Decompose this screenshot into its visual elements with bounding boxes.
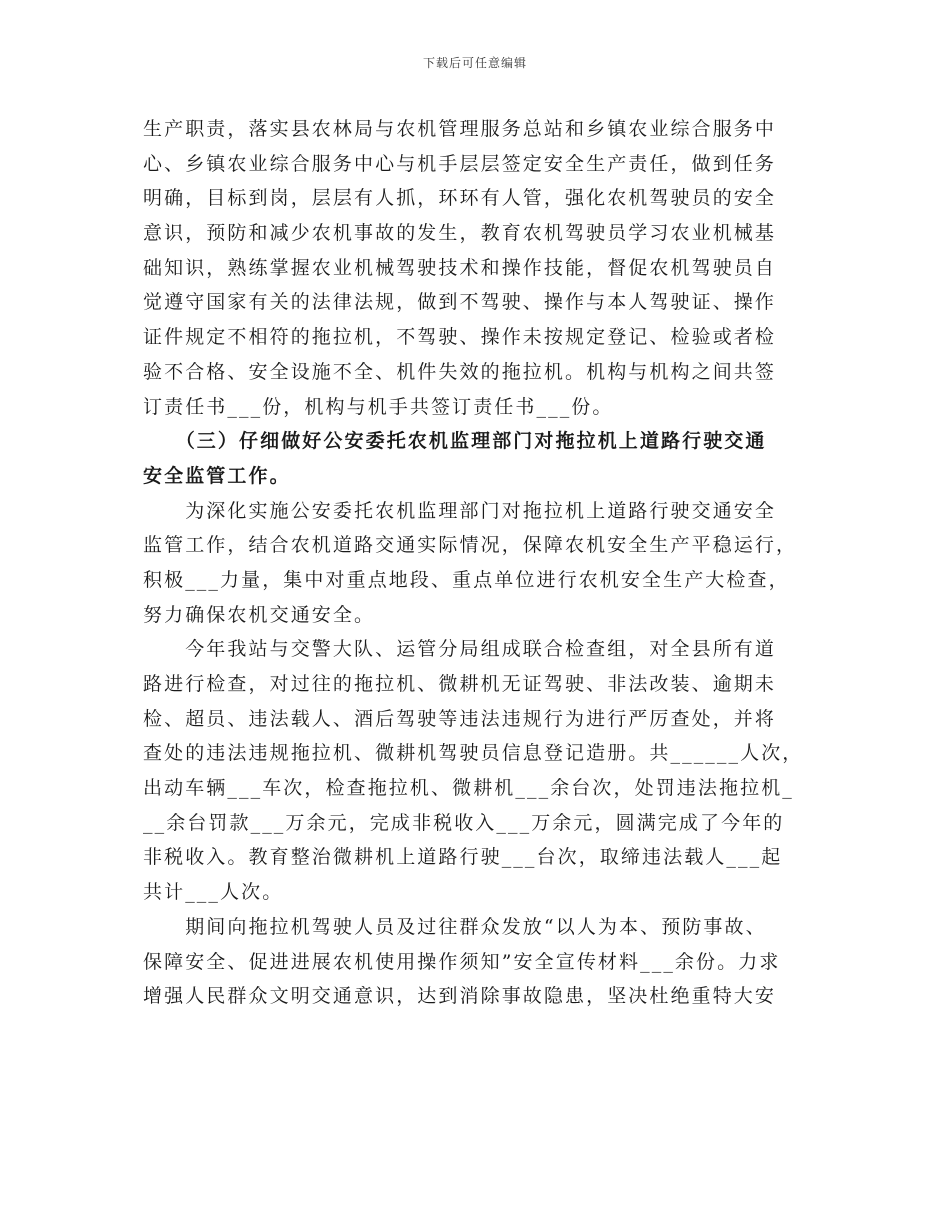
text-line: 路进行检查，对过往的拖拉机、微耕机无证驾驶、非法改装、逾期未 bbox=[143, 673, 777, 695]
text-line: 意识，预防和减少农机事故的发生，教育农机驾驶员学习农业机械基 bbox=[143, 222, 777, 245]
text-line: 检、超员、违法载人、酒后驾驶等违法违规行为进行严厉查处，并将 bbox=[143, 707, 777, 730]
text-line: 查处的违法违规拖拉机、微耕机驾驶员信息登记造册。共______人次， bbox=[143, 742, 804, 765]
text-line: 今年我站与交警大队、运管分局组成联合检查组，对全县所有道 bbox=[143, 638, 777, 661]
text-line: 监管工作，结合农机道路交通实际情况，保障农机安全生产平稳运行， bbox=[143, 534, 798, 557]
text-line: 增强人民群众文明交通意识，达到消除事故隐患，坚决杜绝重特大安 bbox=[143, 985, 777, 1008]
paragraph-inspection bbox=[143, 632, 811, 910]
heading-line: 安全监管工作。 bbox=[143, 464, 291, 487]
paragraph-responsibility bbox=[143, 112, 811, 424]
text-line: 心、乡镇农业综合服务中心与机手层层签定安全生产责任，做到任务 bbox=[143, 152, 777, 175]
text-line: 保障安全、促进进展农机使用操作须知”安全宣传材料___余份。力求 bbox=[143, 950, 781, 973]
text-line: 出动车辆___车次，检查拖拉机、微耕机___余台次，处罚违法拖拉机_ bbox=[143, 777, 794, 800]
text-line: 共计___人次。 bbox=[143, 881, 284, 904]
section-heading-3 bbox=[143, 424, 811, 493]
document-body bbox=[143, 112, 811, 1014]
text-line: 验不合格、安全设施不全、机件失效的拖拉机。机构与机构之间共签 bbox=[143, 360, 777, 383]
text-line: 期间向拖拉机驾驶人员及过往群众发放“以人为本、预防事故、 bbox=[143, 915, 767, 938]
heading-line: （三）仔细做好公安委托农机监理部门对拖拉机上道路行驶交通 bbox=[143, 430, 767, 453]
text-line: 积极___力量，集中对重点地段、重点单位进行农机安全生产大检查， bbox=[143, 568, 790, 591]
text-line: 为深化实施公安委托农机监理部门对拖拉机上道路行驶交通安全 bbox=[143, 499, 777, 522]
text-line: 证件规定不相符的拖拉机，不驾驶、操作未按规定登记、检验或者检 bbox=[143, 326, 777, 349]
text-line: 订责任书___份，机构与机手共签订责任书___份。 bbox=[143, 395, 614, 418]
page-header: 下载后可任意编辑 bbox=[422, 56, 527, 70]
paragraph-publicity bbox=[143, 910, 811, 1014]
text-line: 觉遵守国家有关的法律法规，做到不驾驶、操作与本人驾驶证、操作 bbox=[143, 291, 777, 314]
text-line: 生产职责，落实县农林局与农机管理服务总站和乡镇农业综合服务中 bbox=[143, 118, 777, 140]
text-line: __余台罚款___万余元，完成非税收入___万余元，圆满完成了今年的 bbox=[143, 811, 785, 834]
text-line: 础知识，熟练掌握农业机械驾驶技术和操作技能，督促农机驾驶员自 bbox=[143, 256, 777, 279]
text-line: 努力确保农机交通安全。 bbox=[143, 603, 376, 626]
text-line: 明确，目标到岗，层层有人抓，环环有人管，强化农机驾驶员的安全 bbox=[143, 187, 777, 210]
paragraph-supervision bbox=[143, 494, 811, 633]
text-line: 非税收入。教育整治微耕机上道路行驶___台次，取缔违法载人___起 bbox=[143, 846, 783, 869]
